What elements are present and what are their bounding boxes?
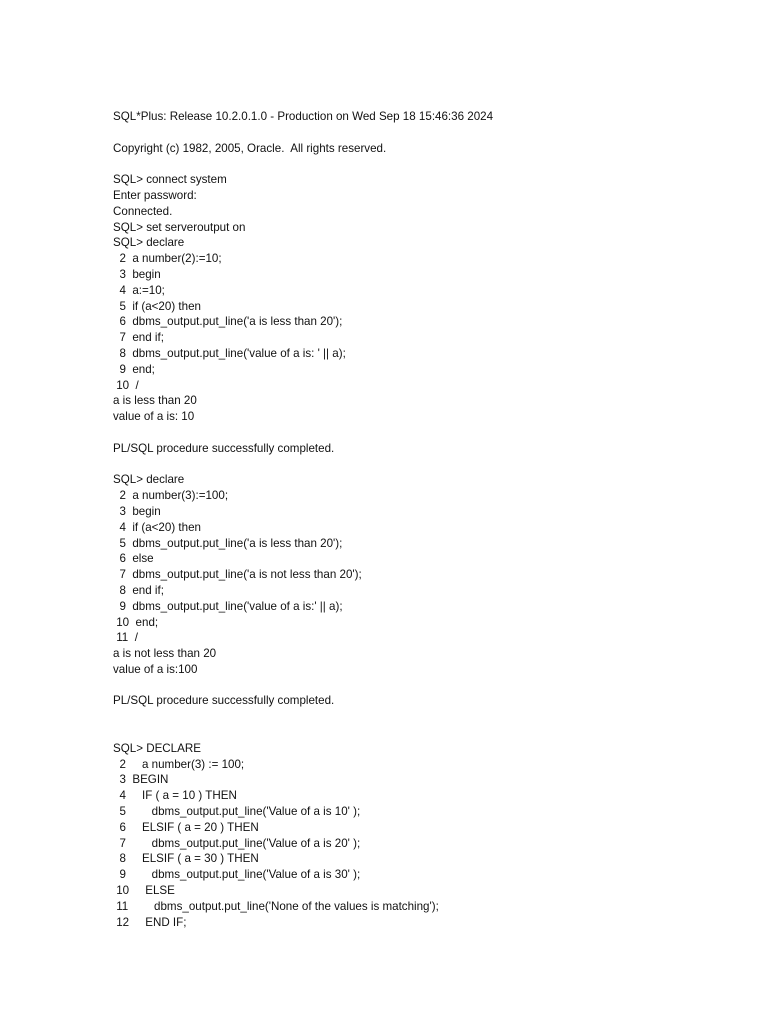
- doc-line-47: 7 dbms_output.put_line('Value of a is 20' );: [113, 836, 361, 850]
- doc-blank-line: [113, 457, 733, 473]
- doc-line-19: a is less than 20: [113, 394, 197, 408]
- doc-line-25: 2 a number(3):=100;: [113, 489, 229, 503]
- doc-line-45: 5 dbms_output.put_line('Value of a is 10' );: [113, 805, 361, 819]
- doc-line-1: SQL*Plus: Release 10.2.0.1.0 - Production on Wed Sep 18 15:46:36 2024: [113, 110, 494, 123]
- doc-line-8: SQL> set serveroutput on: [113, 220, 246, 234]
- doc-line-27: 4 if (a<20) then: [113, 520, 201, 534]
- doc-line-50: 10 ELSE: [113, 884, 175, 898]
- doc-line-13: 5 if (a<20) then: [113, 299, 201, 313]
- doc-line-49: 9 dbms_output.put_line('Value of a is 30' );: [113, 868, 361, 882]
- doc-blank-line: [113, 709, 733, 725]
- doc-line-42: 2 a number(3) := 100;: [113, 757, 245, 771]
- doc-line-43: 3 BEGIN: [113, 773, 169, 787]
- doc-blank-line: [113, 125, 733, 141]
- doc-line-14: 6 dbms_output.put_line('a is less than 20');: [113, 315, 343, 329]
- doc-line-38: PL/SQL procedure successfully completed.: [113, 694, 335, 708]
- doc-line-51: 11 dbms_output.put_line('None of the values is matching');: [113, 899, 439, 913]
- doc-line-31: 8 end if;: [113, 583, 164, 597]
- doc-blank-line: [113, 725, 733, 741]
- doc-line-29: 6 else: [113, 552, 154, 566]
- doc-line-20: value of a is: 10: [113, 410, 195, 424]
- doc-line-18: 10 /: [113, 378, 139, 392]
- doc-line-32: 9 dbms_output.put_line('value of a is:' || a);: [113, 599, 343, 613]
- doc-line-52: 12 END IF;: [113, 915, 187, 929]
- doc-line-6: Enter password:: [113, 188, 197, 202]
- doc-line-3: Copyright (c) 1982, 2005, Oracle. All rights reserved.: [113, 141, 387, 155]
- doc-line-36: value of a is:100: [113, 662, 198, 676]
- doc-line-33: 10 end;: [113, 615, 159, 629]
- doc-line-46: 6 ELSIF ( a = 20 ) THEN: [113, 820, 259, 834]
- doc-line-5: SQL> connect system: [113, 173, 227, 187]
- doc-blank-line: [113, 156, 733, 172]
- doc-line-9: SQL> declare: [113, 236, 185, 250]
- doc-line-28: 5 dbms_output.put_line('a is less than 20');: [113, 536, 343, 550]
- doc-line-48: 8 ELSIF ( a = 30 ) THEN: [113, 852, 259, 866]
- doc-line-15: 7 end if;: [113, 331, 164, 345]
- doc-blank-line: [113, 678, 733, 694]
- doc-line-44: 4 IF ( a = 10 ) THEN: [113, 789, 237, 803]
- doc-line-22: PL/SQL procedure successfully completed.: [113, 441, 335, 455]
- doc-blank-line: [113, 425, 733, 441]
- doc-line-7: Connected.: [113, 204, 173, 218]
- sqlplus-session-text: [113, 109, 733, 930]
- doc-line-30: 7 dbms_output.put_line('a is not less than 20');: [113, 568, 362, 582]
- doc-line-12: 4 a:=10;: [113, 283, 165, 297]
- doc-line-11: 3 begin: [113, 267, 161, 281]
- doc-line-26: 3 begin: [113, 504, 161, 518]
- doc-line-34: 11 /: [113, 631, 138, 645]
- doc-line-41: SQL> DECLARE: [113, 741, 201, 755]
- doc-line-17: 9 end;: [113, 362, 155, 376]
- doc-line-35: a is not less than 20: [113, 647, 217, 661]
- doc-line-16: 8 dbms_output.put_line('value of a is: ' || a);: [113, 346, 346, 360]
- doc-line-24: SQL> declare: [113, 473, 185, 487]
- doc-line-10: 2 a number(2):=10;: [113, 252, 222, 266]
